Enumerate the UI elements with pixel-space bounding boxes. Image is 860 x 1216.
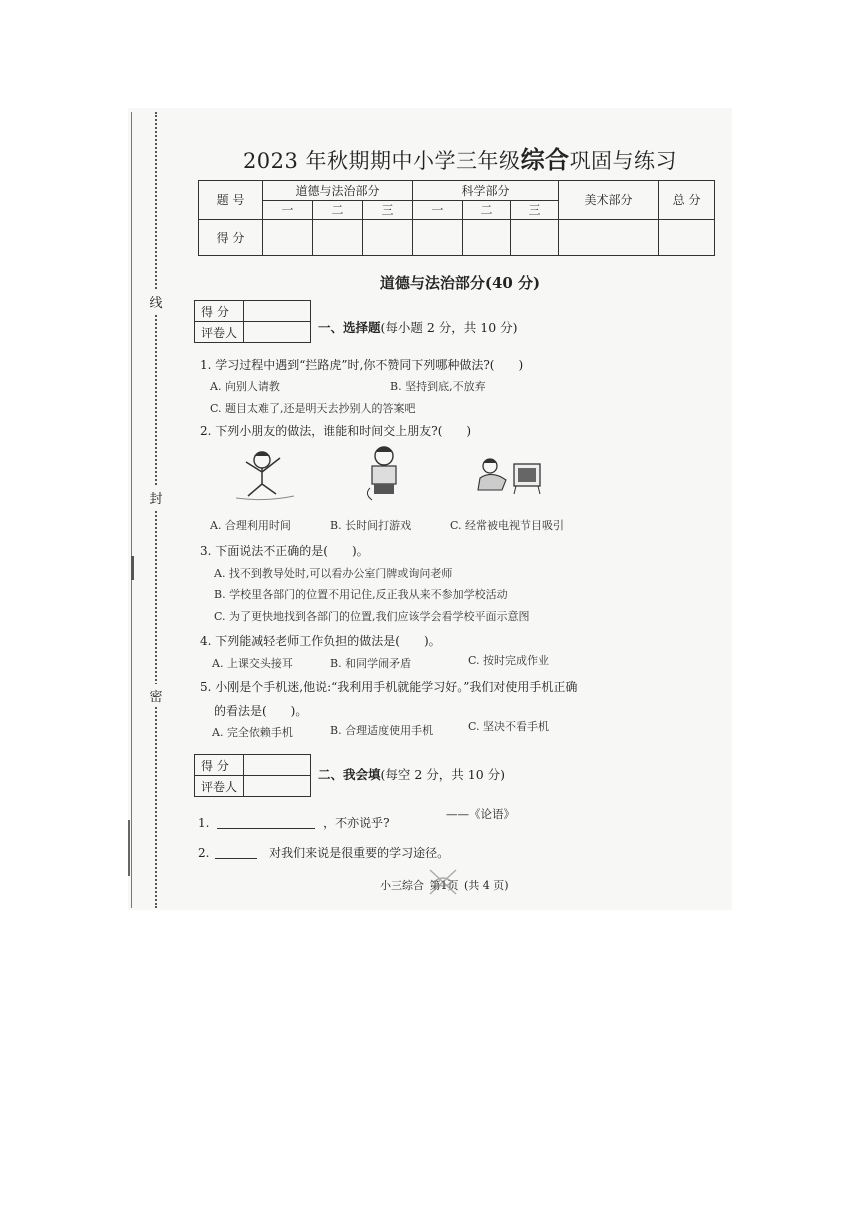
grader-score-label: 得 分 <box>195 301 244 322</box>
sub-header: 三 <box>511 201 559 219</box>
meishu-header: 美术部分 <box>559 181 659 220</box>
defen-cell: 得 分 <box>199 219 263 256</box>
footer-page-number: 第1页 <box>429 879 459 892</box>
exam-title: 2023 年秋期期中小学三年级综合巩固与练习 <box>242 145 678 174</box>
q4-option-c: C. 按时完成作业 <box>468 654 550 667</box>
fill-item-2: 2. 对我们来说是很重要的学习途径。 <box>198 846 450 860</box>
grader-reviewer-label: 评卷人 <box>195 322 244 343</box>
fill-blank-1[interactable] <box>217 828 315 829</box>
question-1: 1. 学习过程中遇到“拦路虎”时,你不赞同下列哪种做法?( ) <box>200 358 524 372</box>
score-blank[interactable] <box>559 219 659 256</box>
q5-option-a: A. 完全依赖手机 <box>212 726 293 739</box>
score-blank[interactable] <box>413 219 463 256</box>
watermark-stamp <box>426 866 460 898</box>
score-blank[interactable] <box>511 219 559 256</box>
q4-option-a: A. 上课交头接耳 <box>212 657 293 670</box>
sub-header: 一 <box>413 201 463 219</box>
edge-fragment <box>128 820 140 876</box>
q3-option-c: C. 为了更快地找到各部门的位置,我们应该学会看学校平面示意图 <box>214 610 530 623</box>
question-5-cont: 的看法是( )。 <box>214 704 308 718</box>
binding-char-xian: 线 <box>146 290 166 313</box>
binding-line <box>131 112 132 908</box>
grader-reviewer-blank[interactable] <box>244 322 311 343</box>
grader-score-label: 得 分 <box>195 755 244 776</box>
q1-option-c: C. 题目太难了,还是明天去抄别人的答案吧 <box>210 402 416 415</box>
question-3: 3. 下面说法不正确的是( )。 <box>200 544 369 558</box>
q3-option-b: B. 学校里各部门的位置不用记住,反正我从来不参加学校活动 <box>214 588 508 601</box>
fill-item-1-source: ——《论语》 <box>446 807 515 821</box>
grader-box-1 <box>194 300 311 343</box>
q4-option-b: B. 和同学闹矛盾 <box>330 657 412 670</box>
score-blank[interactable] <box>463 219 511 256</box>
question-4: 4. 下列能减轻老师工作负担的做法是( )。 <box>200 634 441 648</box>
score-blank[interactable] <box>659 219 715 256</box>
q1-option-a: A. 向别人请教 <box>210 380 280 393</box>
child-tv-illustration <box>470 450 544 502</box>
fill-blank-2[interactable] <box>215 858 257 859</box>
sub-header: 二 <box>313 201 363 219</box>
grader-score-blank[interactable] <box>244 301 311 322</box>
q3-option-a: A. 找不到教导处时,可以看办公室门牌或询问老师 <box>214 567 453 580</box>
page-footer: 小三综合 第1页 (共 4 页) <box>380 879 509 892</box>
sub-header: 一 <box>263 201 313 219</box>
grader-score-blank[interactable] <box>244 755 311 776</box>
binding-dotted-line <box>155 112 157 908</box>
grader-box-2 <box>194 754 311 797</box>
question-5: 5. 小刚是个手机迷,他说:“我利用手机就能学习好。”我们对使用手机正确 <box>200 680 578 694</box>
defa-header: 道德与法治部分 <box>263 181 413 201</box>
q2-option-a: A. 合理利用时间 <box>210 519 291 532</box>
score-blank[interactable] <box>263 219 313 256</box>
q1-option-b: B. 坚持到底,不放弃 <box>390 380 486 393</box>
sub-header: 二 <box>463 201 511 219</box>
fill-item-1: 1. ，不亦说乎? <box>198 816 390 830</box>
q5-option-c: C. 坚决不看手机 <box>468 720 550 733</box>
part2-heading: 二、我会填(每空 2 分，共 10 分) <box>318 767 506 782</box>
q2-option-c: C. 经常被电视节目吸引 <box>450 519 565 532</box>
binding-char-mi: 密 <box>146 684 166 707</box>
child-gaming-illustration <box>358 444 410 506</box>
question-2: 2. 下列小朋友的做法，谁能和时间交上朋友?( ) <box>200 424 472 438</box>
child-jumping-illustration <box>228 446 300 504</box>
q5-option-b: B. 合理适度使用手机 <box>330 724 434 737</box>
edge-fragment <box>131 556 134 580</box>
binding-char-feng: 封 <box>146 486 166 509</box>
grader-reviewer-blank[interactable] <box>244 776 311 797</box>
score-table <box>198 180 715 256</box>
kexue-header: 科学部分 <box>413 181 559 201</box>
score-blank[interactable] <box>363 219 413 256</box>
score-blank[interactable] <box>313 219 363 256</box>
zongfen-header: 总 分 <box>659 181 715 220</box>
sub-header: 三 <box>363 201 413 219</box>
q2-option-b: B. 长时间打游戏 <box>330 519 412 532</box>
tihao-cell: 题 号 <box>199 181 263 220</box>
grader-reviewer-label: 评卷人 <box>195 776 244 797</box>
section-title: 道德与法治部分(40 分) <box>379 274 541 292</box>
part1-heading: 一、选择题(每小题 2 分，共 10 分) <box>318 320 518 335</box>
